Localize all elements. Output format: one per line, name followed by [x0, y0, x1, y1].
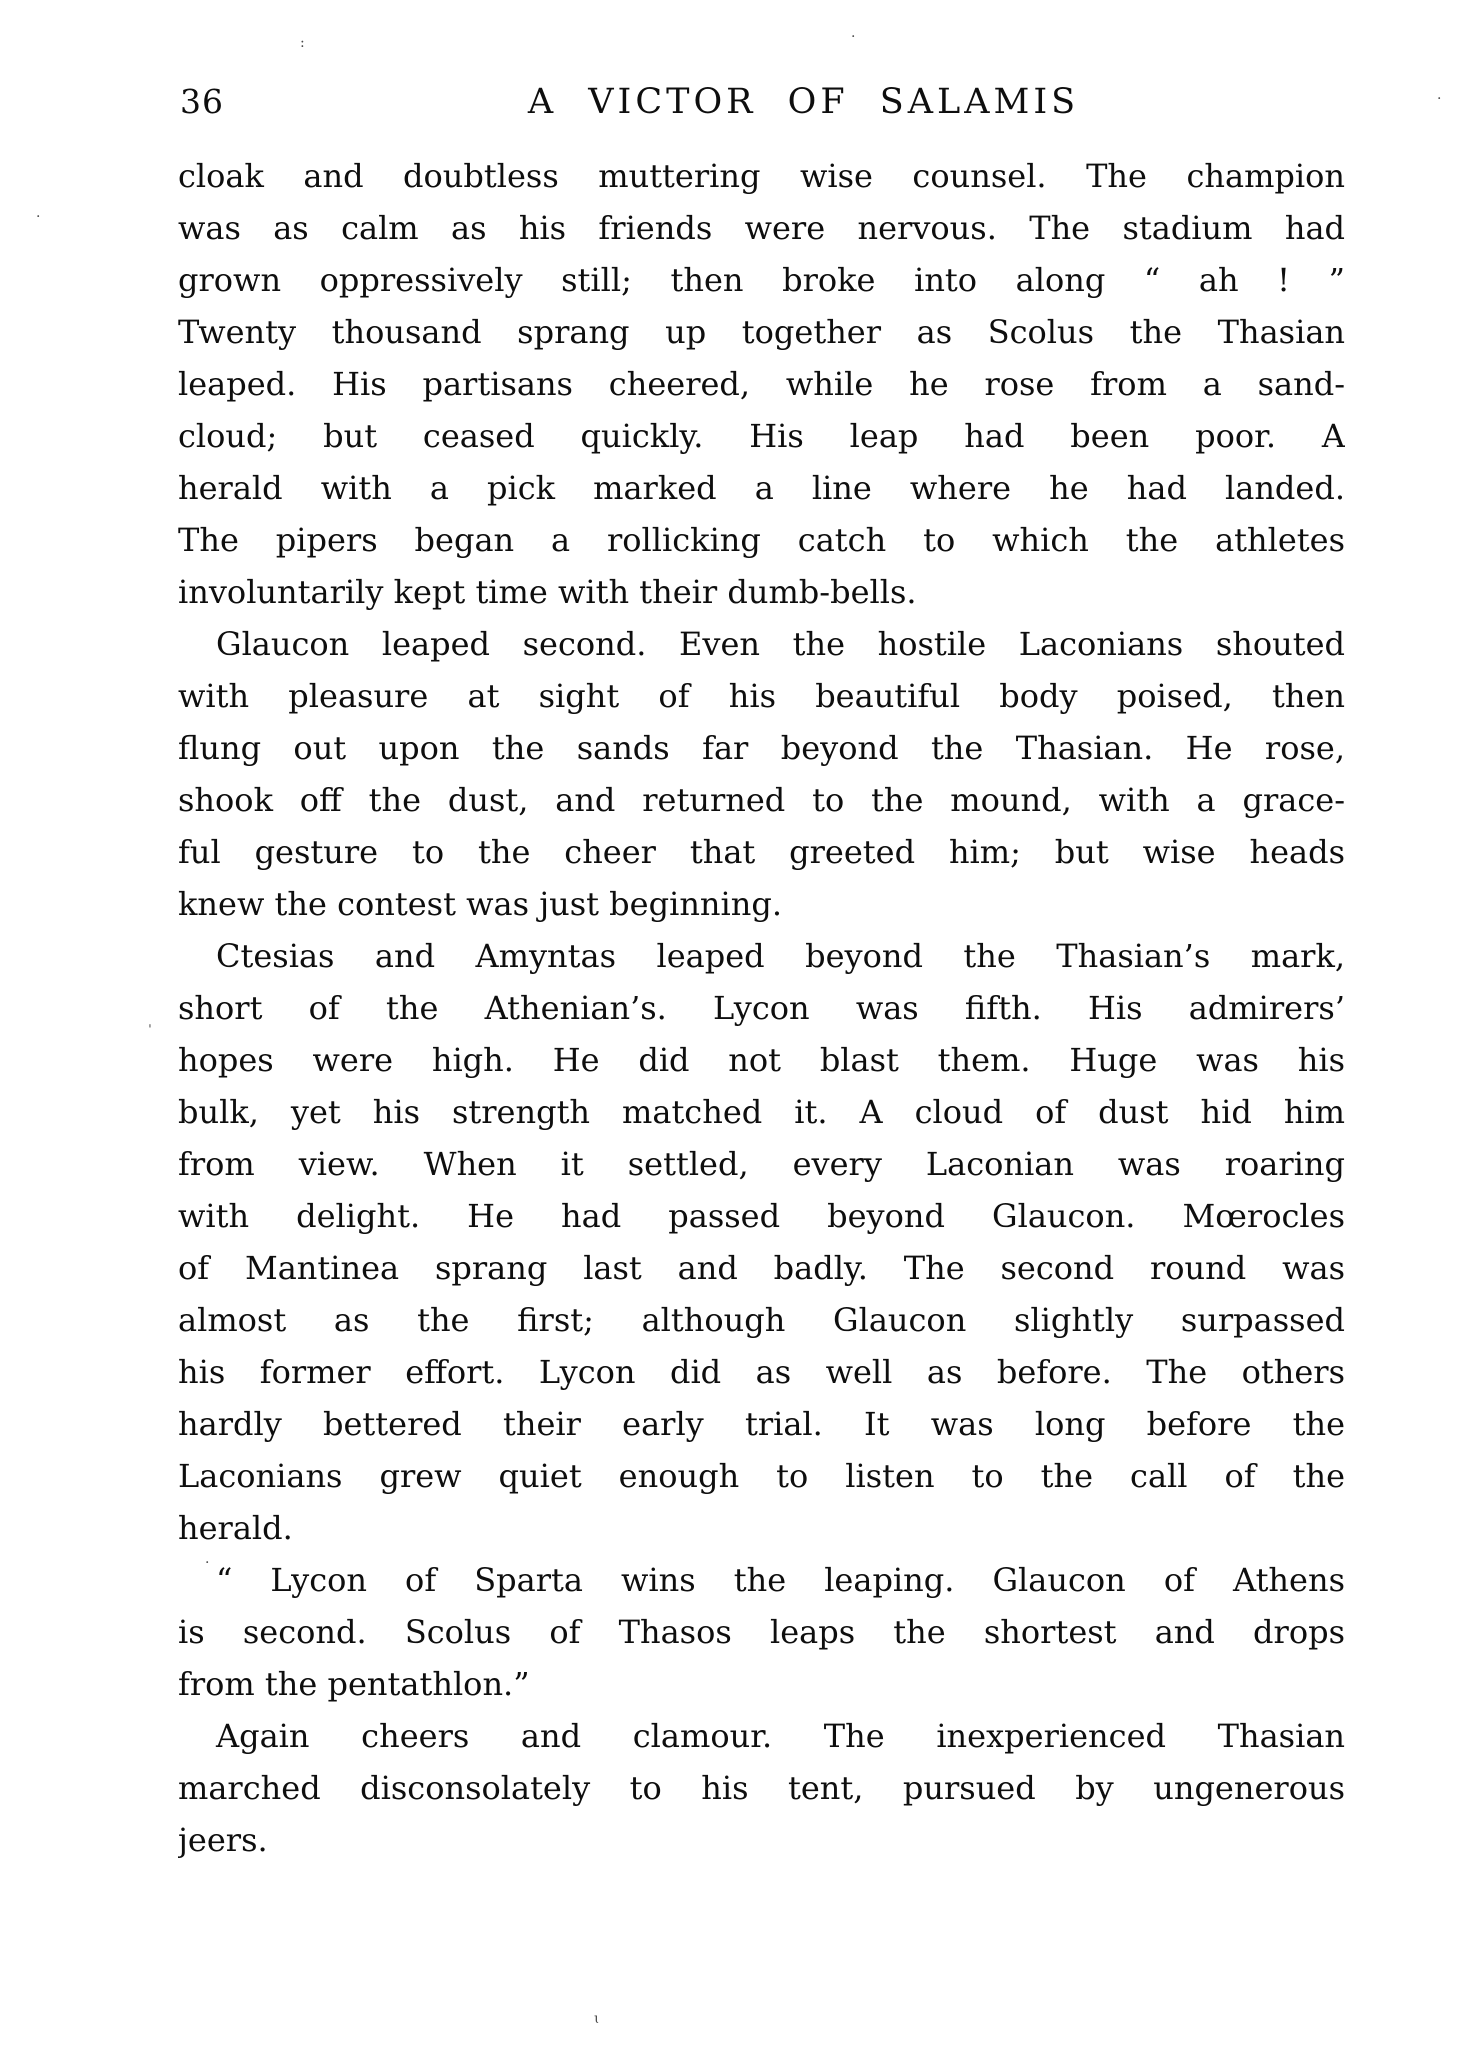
text-line: Twenty thousand sprang up together as Scolus the Thasian — [178, 313, 1345, 351]
paragraph — [178, 1710, 1345, 1866]
paragraph — [178, 930, 1345, 1554]
text-line: hardly bettered their early trial. It was long before the — [178, 1405, 1345, 1443]
scan-speck: · — [851, 29, 856, 45]
paragraph — [178, 150, 1345, 618]
scan-speck: · — [205, 1555, 210, 1571]
text-line: from the pentathlon.” — [178, 1665, 530, 1703]
scan-speck: ˈ — [148, 1023, 152, 1039]
text-line: The pipers began a rollicking catch to which the athletes — [178, 521, 1345, 559]
text-line: his former effort. Lycon did as well as before. The others — [178, 1353, 1345, 1391]
text-line: leaped. His partisans cheered, while he rose from a sand- — [178, 365, 1345, 403]
text-line: knew the contest was just beginning. — [178, 885, 783, 923]
text-line: with pleasure at sight of his beautiful body poised, then — [178, 677, 1345, 715]
text-line: flung out upon the sands far beyond the Thasian. He rose, — [178, 729, 1345, 767]
text-line: almost as the first; although Glaucon slightly surpassed — [178, 1301, 1345, 1339]
text-line: Ctesias and Amyntas leaped beyond the Thasian’s mark, — [216, 937, 1345, 975]
text-line: with delight. He had passed beyond Glaucon. Mœrocles — [178, 1197, 1345, 1235]
scan-speck: : — [300, 35, 305, 51]
text-line: grown oppressively still; then broke into along “ ah ! ” — [178, 261, 1345, 299]
text-line: bulk, yet his strength matched it. A cloud of dust hid him — [178, 1093, 1345, 1131]
text-line: cloud; but ceased quickly. His leap had been poor. A — [178, 417, 1345, 455]
paragraph — [178, 618, 1345, 930]
text-line: short of the Athenian’s. Lycon was fifth. His admirers’ — [178, 989, 1345, 1027]
scan-speck: ɩ — [594, 2011, 600, 2027]
text-line: herald with a pick marked a line where he had landed. — [178, 469, 1345, 507]
page-text — [178, 150, 1345, 1866]
text-line: Glaucon leaped second. Even the hostile Laconians shouted — [216, 625, 1345, 663]
text-line: was as calm as his friends were nervous. The stadium had — [178, 209, 1345, 247]
text-line: “ Lycon of Sparta wins the leaping. Glaucon of Athens — [216, 1561, 1345, 1599]
text-line: from view. When it settled, every Laconian was roaring — [178, 1145, 1345, 1183]
text-line: marched disconsolately to his tent, pursued by ungenerous — [178, 1769, 1345, 1807]
running-title: A VICTOR OF SALAMIS — [527, 82, 1080, 122]
scan-speck: · — [36, 209, 41, 225]
text-line: Laconians grew quiet enough to listen to the call of the — [178, 1457, 1345, 1495]
text-line: Again cheers and clamour. The inexperienced Thasian — [216, 1717, 1345, 1755]
text-line: hopes were high. He did not blast them. Huge was his — [178, 1041, 1345, 1079]
text-line: ful gesture to the cheer that greeted him; but wise heads — [178, 833, 1345, 871]
text-line: shook off the dust, and returned to the mound, with a grace- — [178, 781, 1345, 819]
text-line: of Mantinea sprang last and badly. The second round was — [178, 1249, 1345, 1287]
page-number: 36 — [180, 82, 224, 121]
text-line: jeers. — [178, 1821, 268, 1859]
text-line: cloak and doubtless muttering wise counsel. The champion — [178, 157, 1345, 195]
text-line: is second. Scolus of Thasos leaps the shortest and drops — [178, 1613, 1345, 1651]
paragraph — [178, 1554, 1345, 1710]
page-header — [178, 82, 1345, 124]
text-line: herald. — [178, 1509, 293, 1547]
text-line: involuntarily kept time with their dumb-bells. — [178, 573, 917, 611]
scan-speck: · — [1437, 91, 1442, 107]
